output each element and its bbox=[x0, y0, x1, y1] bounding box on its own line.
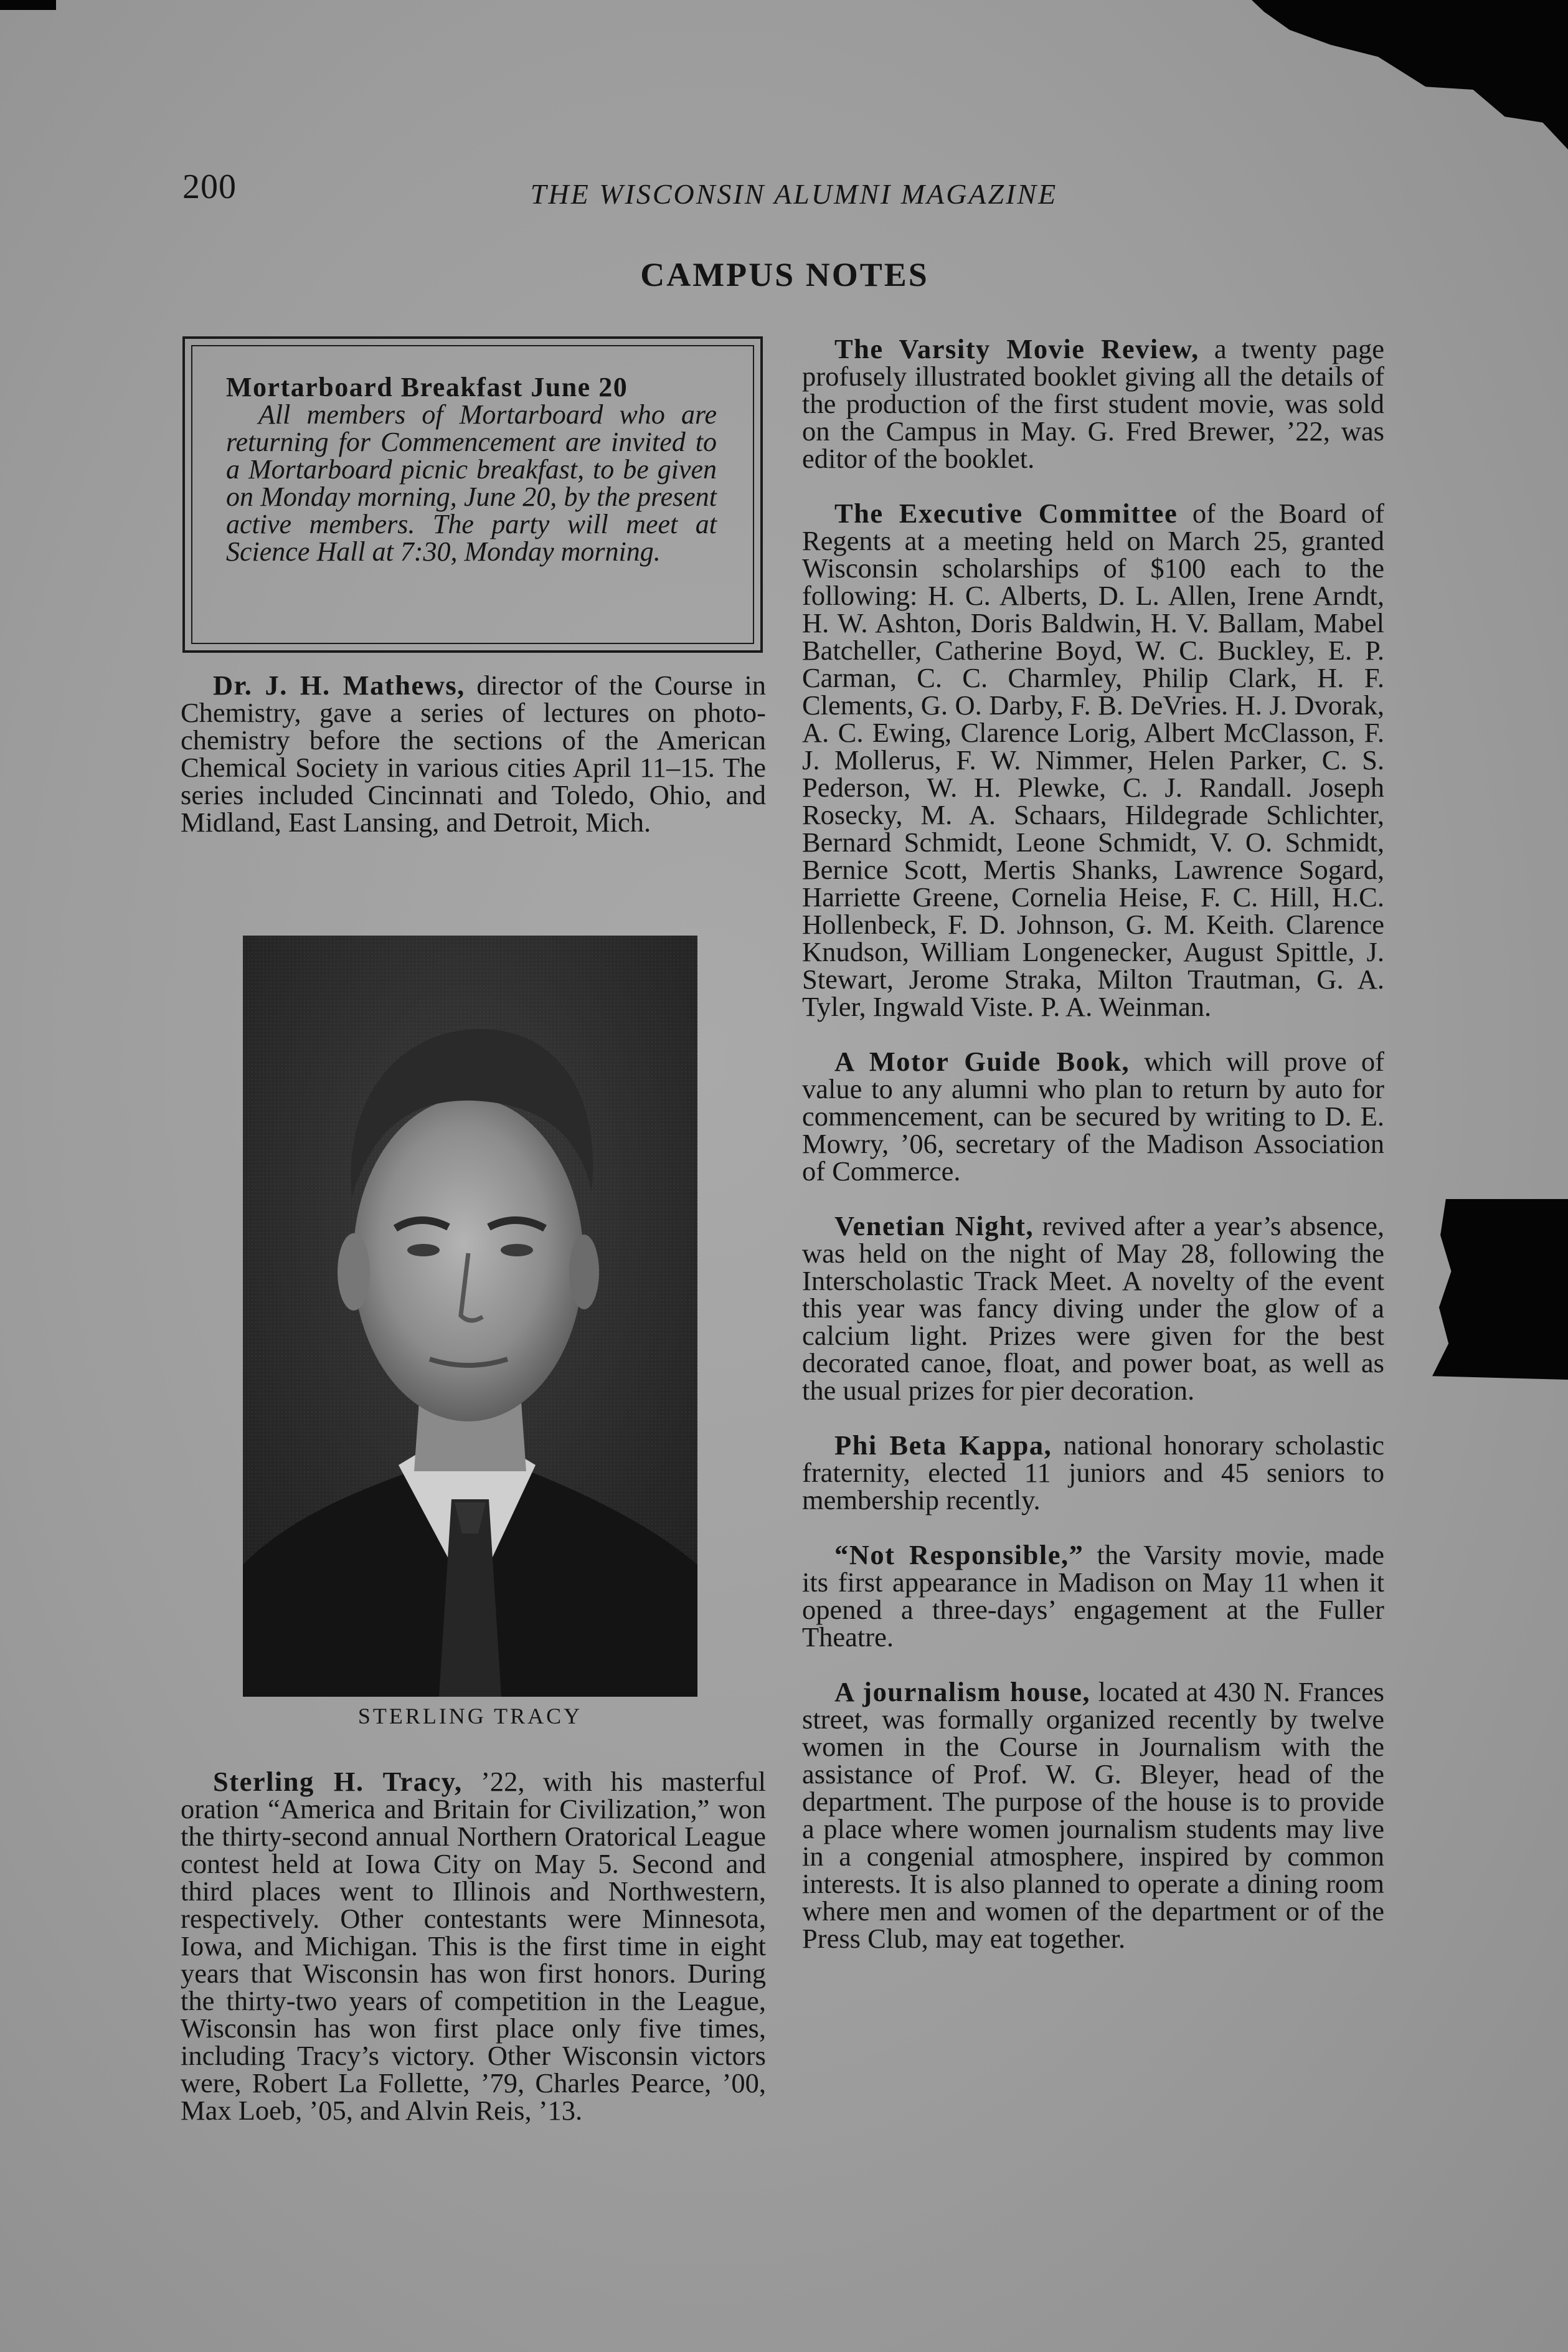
article-lead: Sterling H. Tracy, bbox=[213, 1766, 463, 1797]
article-phi-beta-kappa bbox=[802, 1431, 1384, 1514]
article-text: national honorary scholastic fraternity, elected 11 juniors and 45 seniors to membership recently. bbox=[802, 1430, 1384, 1515]
article-lead: Phi Beta Kappa, bbox=[834, 1430, 1052, 1461]
torn-corner-top-left bbox=[0, 0, 56, 10]
magazine-title: THE WISCONSIN ALUMNI MAGAZINE bbox=[530, 178, 1058, 210]
torn-edge-right-middle bbox=[1432, 1199, 1568, 1380]
article-lead: The Executive Committee bbox=[834, 498, 1178, 529]
notice-heading: Mortarboard Breakfast June 20 bbox=[226, 372, 628, 402]
article-journalism-house bbox=[802, 1678, 1384, 1952]
left-column-top bbox=[181, 671, 766, 836]
article-mathews bbox=[181, 671, 766, 836]
notice-inner-frame bbox=[191, 345, 754, 644]
article-tracy bbox=[181, 1768, 766, 2124]
section-title: CAMPUS NOTES bbox=[640, 256, 929, 293]
article-text: of the Board of Regents at a meeting held on March 25, granted Wisconsin scholarships of $100 each to the following: H. C. Alberts, D. L. Allen, Irene Arndt, H. W. Ashton, Doris Baldwin, H. V. Ballam, Mabel Batcheller, Catherine Boyd, W. C. Buckley, E. P. Carman, C. C. Charmley, Philip Clark, H. F. Clements, G. O. Darby, F. B. DeVries. H. J. Dvorak, A. C. Ewing, Clarence Lorig, Albert McClasson, F. J. Mollerus, F. W. Nimmer, Helen Parker, C. S. Pederson, W. H. Plewke, C. J. Randall. Joseph Rosecky, M. A. Schaars, Hildegrade Schlichter, Bernard Schmidt, Leone Schmidt, V. O. Schmidt, Bernice Scott, Mertis Shanks, Lawrence Sogard, Harriette Greene, Cornelia Heise, F. C. Hill, H.C. Hollenbeck, F. D. Johnson, G. M. Keith. Clarence Knudson, William Longenecker, August Spittle, J. Stewart, Jerome Straka, Milton Trautman, G. A. Tyler, Ingwald Viste. P. A. Weinman. bbox=[802, 498, 1384, 1022]
article-lead: A Motor Guide Book, bbox=[834, 1046, 1130, 1077]
article-text: which will prove of value to any alumni who plan to return by auto for commencement, can be secured by writing to D. E. Mowry, ’06, secretary of the Madison Association of Commerce. bbox=[802, 1046, 1385, 1187]
article-executive-committee bbox=[802, 500, 1384, 1020]
article-varsity-movie-review bbox=[802, 335, 1384, 472]
article-motor-guide-book bbox=[802, 1048, 1384, 1185]
portrait-photo bbox=[243, 936, 697, 1697]
article-text: director of the Course in Chemistry, gave a series of lectures on photo-chemistry before the sections of the American Chemical Society in various cities April 11–15. The series included Cincinnati and Toledo, Ohio, and Midland, East Lansing, and Detroit, Mich. bbox=[181, 670, 766, 838]
right-column bbox=[802, 335, 1384, 1952]
article-text: ’22, with his masterful oration “America and Britain for Civilization,” won the thirty-second annual Northern Oratorical League contest held at Iowa City on May 5. Second and third places went to Illinois and Northwestern, respectively. Other contestants were Minnesota, Iowa, and Michigan. This is the first time in eight years that Wisconsin has won first honors. During the thirty-two years of competition in the League, Wisconsin has won first place only five times, including Tracy’s victory. Other Wisconsin victors were, Robert La Follette, ’79, Charles Pearce, ’00, Max Loeb, ’05, and Alvin Reis, ’13. bbox=[181, 1766, 766, 2126]
portrait-illustration bbox=[243, 936, 697, 1697]
article-lead: Venetian Night, bbox=[834, 1210, 1034, 1241]
photo-caption: STERLING TRACY bbox=[357, 1704, 583, 1728]
article-text: located at 430 N. Frances street, was formally organized recently by twelve women in the Course in Journalism with the assistance of Prof. W. G. Bleyer, head of the department. The purpose of the house is to provide a place where women journalism students may live in a congenial atmosphere, inspired by common interests. It is also planned to operate a dining room where men and women of the department or of the Press Club, may eat together. bbox=[802, 1676, 1385, 1954]
article-venetian-night bbox=[802, 1212, 1384, 1404]
article-not-responsible bbox=[802, 1541, 1384, 1651]
left-column-bottom bbox=[181, 1768, 766, 2124]
page-number: 200 bbox=[182, 168, 237, 206]
article-lead: Dr. J. H. Mathews, bbox=[213, 670, 465, 701]
article-text: revived after a year’s absence, was held on the night of May 28, following the Interscholastic Track Meet. A novelty of the event this year was fancy diving under the glow of a calcium light. Prizes were given for the best decorated canoe, float, and power boat, as well as the usual prizes for pier decoration. bbox=[802, 1210, 1384, 1406]
article-lead: “Not Responsible,” bbox=[834, 1539, 1084, 1570]
mortarboard-notice-box bbox=[182, 336, 763, 653]
notice-body: All members of Mortarboard who are returning for Commencement are invited to a Mortarboard picnic breakfast, to be given on Monday morning, June 20, by the present active members. The party will meet at Science Hall at 7:30, Monday morning. bbox=[226, 399, 717, 567]
article-text: a twenty page profusely illustrated booklet giving all the details of the production of the first student movie, was sold on the Campus in May. G. Fred Brewer, ’22, was editor of the booklet. bbox=[802, 333, 1385, 474]
article-lead: A journalism house, bbox=[834, 1676, 1091, 1707]
article-lead: The Varsity Movie Review, bbox=[834, 333, 1199, 364]
article-text: the Varsity movie, made its first appearance in Madison on May 11 when it opened a three-days’ engagement at the Fuller Theatre. bbox=[802, 1539, 1384, 1653]
